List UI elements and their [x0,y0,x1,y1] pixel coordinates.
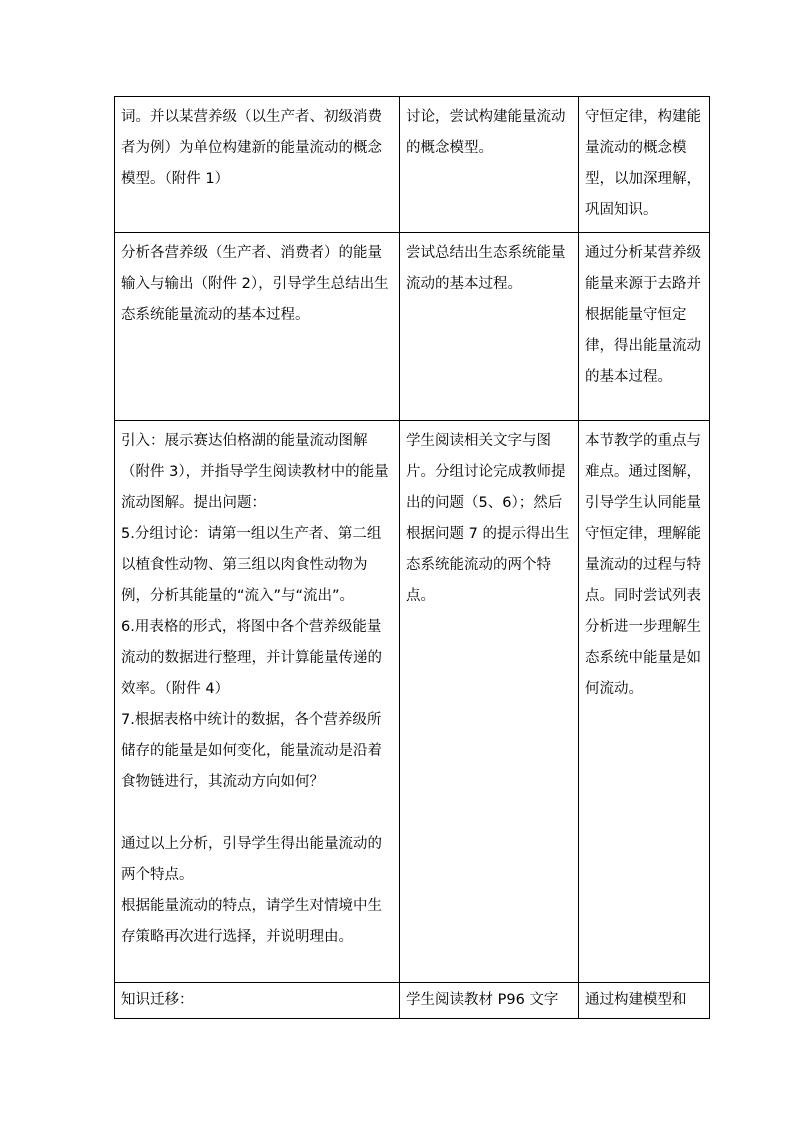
teacher-paragraph: 根据能量流动的特点，请学生对情境中生存策略再次进行选择，并说明理由。 [121,898,382,945]
teacher-paragraph: 7.根据表格中统计的数据，各个营养级所储存的能量是如何变化，能量流动是沿着食物链进行，其流动方向如何？ [121,712,382,790]
student-text: 学生阅读相关文字与图片。分组讨论完成教师提出的问题（5、6）；然后根据问题 7 的提示得出生态系统能流动的两个特点。 [406,433,570,604]
student-text: 讨论，尝试构建能量流动的概念模型。 [406,109,566,156]
purpose-text: 通过构建模型和 [585,992,687,1008]
student-activity-cell [400,421,579,983]
table-row [115,233,710,421]
student-activity-cell [400,97,579,233]
teacher-activity-cell [115,983,400,1019]
blank-line [121,798,393,829]
design-purpose-cell [579,421,710,983]
table-row [115,983,710,1019]
teacher-paragraph: 词。并以某营养级（以生产者、初级消费者为例）为单位构建新的能量流动的概念模型。（附件 1） [121,109,382,187]
teacher-activity-cell [115,421,400,983]
teacher-paragraph: 通过以上分析，引导学生得出能量流动的两个特点。 [121,836,382,883]
teacher-paragraph: 分析各营养级（生产者、消费者）的能量输入与输出（附件 2），引导学生总结出生态系统能量流动的基本过程。 [121,245,389,323]
teacher-paragraph: 引入：展示赛达伯格湖的能量流动图解（附件 3），并指导学生阅读教材中的能量流动图解。提出问题： [121,433,389,511]
student-activity-cell [400,983,579,1019]
student-text: 尝试总结出生态系统能量流动的基本过程。 [406,245,566,292]
student-text: 学生阅读教材 P96 文字 [406,992,559,1008]
teacher-paragraph: 知识迁移： [121,992,194,1008]
purpose-text: 通过分析某营养级能量来源于去路并根据能量守恒定律，得出能量流动的基本过程。 [585,245,701,385]
design-purpose-cell [579,983,710,1019]
teacher-activity-cell [115,233,400,421]
teacher-activity-cell [115,97,400,233]
teacher-paragraph: 5.分组讨论：请第一组以生产者、第二组以植食性动物、第三组以肉食性动物为例，分析其能量的“流入”与“流出”。 [121,526,382,604]
purpose-text: 本节教学的重点与难点。通过图解，引导学生认同能量守恒定律，理解能量流动的过程与特点。同时尝试列表分析进一步理解生态系统中能量是如何流动。 [585,433,701,697]
teacher-paragraph: 6.用表格的形式，将图中各个营养级能量流动的数据进行整理，并计算能量传递的效率。（附件 4） [121,619,382,697]
table-row [115,97,710,233]
design-purpose-cell [579,97,710,233]
purpose-text: 守恒定律，构建能量流动的概念模型，以加深理解，巩固知识。 [585,109,701,218]
lesson-plan-table [114,96,710,1019]
student-activity-cell [400,233,579,421]
design-purpose-cell [579,233,710,421]
table-row [115,421,710,983]
